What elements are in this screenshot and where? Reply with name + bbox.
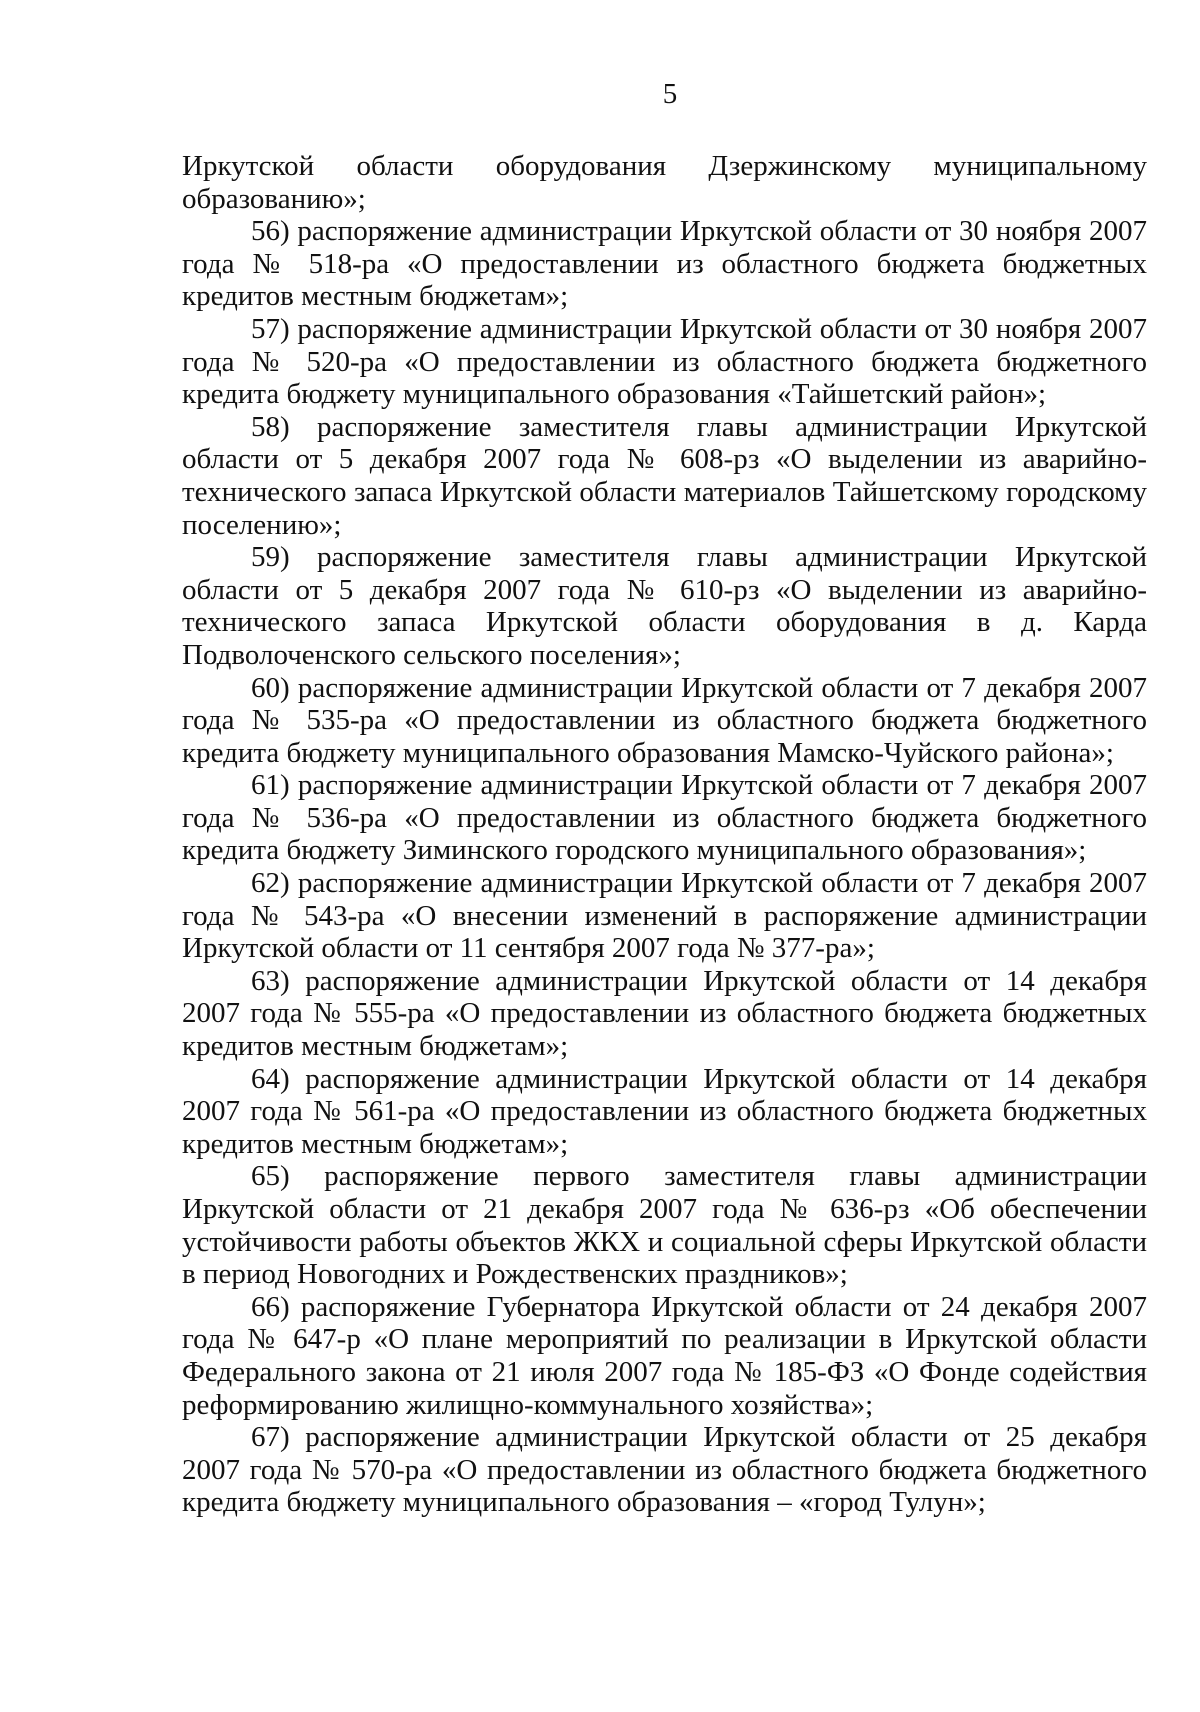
list-item-65: 65) распоряжение первого заместителя главы администрации Иркутской области от 21 декабря 2007 года № 636-рз «Об обеспечении устойчивости работы объектов ЖКХ и социальной сферы Иркутской области в период Новогодних и Рождественских праздников»;: [182, 1160, 1147, 1291]
list-item-59: 59) распоряжение заместителя главы администрации Иркутской области от 5 декабря 2007 года № 610-рз «О выделении из аварийно-технического запаса Иркутской области оборудования в д. Карда Подволоченского сельского поселения»;: [182, 541, 1147, 671]
list-item-63: 63) распоряжение администрации Иркутской области от 14 декабря 2007 года № 555-ра «О предоставлении из областного бюджета бюджетных кредитов местным бюджетам»;: [182, 964, 1147, 1063]
list-item-continuation: Иркутской области оборудования Дзержинскому муниципальному образованию»;: [182, 150, 1147, 215]
list-item-67: 67) распоряжение администрации Иркутской области от 25 декабря 2007 года № 570-ра «О предоставлении из областного бюджета бюджетного кредита бюджету муниципального образования – «город Тулун»;: [182, 1421, 1147, 1519]
list-item-58: 58) распоряжение заместителя главы администрации Иркутской области от 5 декабря 2007 года № 608-рз «О выделении из аварийно-технического запаса Иркутской области материалов Тайшетскому городскому поселению»;: [182, 410, 1147, 541]
list-item-64: 64) распоряжение администрации Иркутской области от 14 декабря 2007 года № 561-ра «О предоставлении из областного бюджета бюджетных кредитов местным бюджетам»;: [182, 1062, 1147, 1160]
list-item-57: 57) распоряжение администрации Иркутской области от 30 ноября 2007 года № 520-ра «О предоставлении из областного бюджета бюджетного кредита бюджету муниципального образования «Тайшетский район»;: [182, 312, 1147, 411]
document-body: [182, 150, 1147, 1519]
list-item-56: 56) распоряжение администрации Иркутской области от 30 ноября 2007 года № 518-ра «О предоставлении из областного бюджета бюджетных кредитов местным бюджетам»;: [182, 215, 1147, 313]
list-item-66: 66) распоряжение Губернатора Иркутской области от 24 декабря 2007 года № 647-р «О плане мероприятий по реализации в Иркутской области Федерального закона от 21 июля 2007 года № 185-ФЗ «О Фонде содействия реформированию жилищно-коммунального хозяйства»;: [182, 1290, 1147, 1421]
list-item-61: 61) распоряжение администрации Иркутской области от 7 декабря 2007 года № 536-ра «О предоставлении из областного бюджета бюджетного кредита бюджету Зиминского городского муниципального образования»;: [182, 769, 1147, 867]
list-item-62: 62) распоряжение администрации Иркутской области от 7 декабря 2007 года № 543-ра «О внесении изменений в распоряжение администрации Иркутской области от 11 сентября 2007 года № 377-ра»;: [182, 867, 1147, 965]
list-item-60: 60) распоряжение администрации Иркутской области от 7 декабря 2007 года № 535-ра «О предоставлении из областного бюджета бюджетного кредита бюджету муниципального образования Мамско-Чуйского района»;: [182, 671, 1147, 769]
page-number: 5: [662, 78, 678, 110]
